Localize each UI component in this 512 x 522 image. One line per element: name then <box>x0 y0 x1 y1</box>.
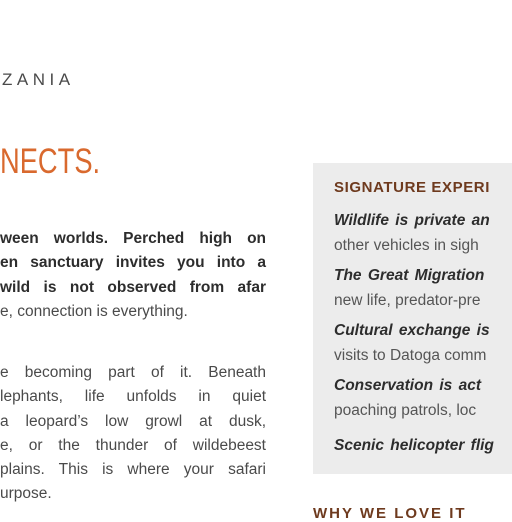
intro-line: e, connection is everything. <box>0 302 188 320</box>
intro-line: wild is not observed from afar <box>0 278 266 296</box>
country-label: ZANIA <box>2 70 75 89</box>
body-line: a leopard’s low growl at dusk, <box>0 412 266 430</box>
panel-title: SIGNATURE EXPERI <box>334 179 491 196</box>
experience-desc: visits to Datoga comm <box>334 347 487 364</box>
experience-desc: poaching patrols, loc <box>334 402 477 419</box>
page-headline: NECTS. <box>0 142 101 181</box>
body-line: e becoming part of it. Beneath <box>0 364 266 381</box>
experience-title: The Great Migration <box>334 267 485 284</box>
experience-item <box>334 433 494 458</box>
intro-line: ween worlds. Perched high on <box>0 230 266 247</box>
intro-line: en sanctuary invites you into a <box>0 254 266 272</box>
body-line: e, or the thunder of wildebeest <box>0 436 266 454</box>
body-paragraph <box>0 361 266 507</box>
experience-title: Conservation is act <box>334 377 481 394</box>
experience-item <box>334 373 481 423</box>
experience-item <box>334 263 484 313</box>
experience-desc: other vehicles in sigh <box>334 237 479 254</box>
intro-paragraph <box>0 227 266 324</box>
experience-title: Scenic helicopter flig <box>334 437 494 454</box>
signature-experiences-panel <box>313 163 512 474</box>
experience-title: Cultural exchange is <box>334 322 490 339</box>
experience-title: Wildlife is private an <box>334 212 490 229</box>
experience-item <box>334 208 490 258</box>
body-line: lephants, life unfolds in quiet <box>0 388 266 406</box>
experience-item <box>334 318 490 368</box>
experience-desc: new life, predator-pre <box>334 292 481 309</box>
section-heading: WHY WE LOVE IT <box>313 505 467 522</box>
body-line: urpose. <box>0 485 52 503</box>
body-line: plains. This is where your safari <box>0 461 266 479</box>
